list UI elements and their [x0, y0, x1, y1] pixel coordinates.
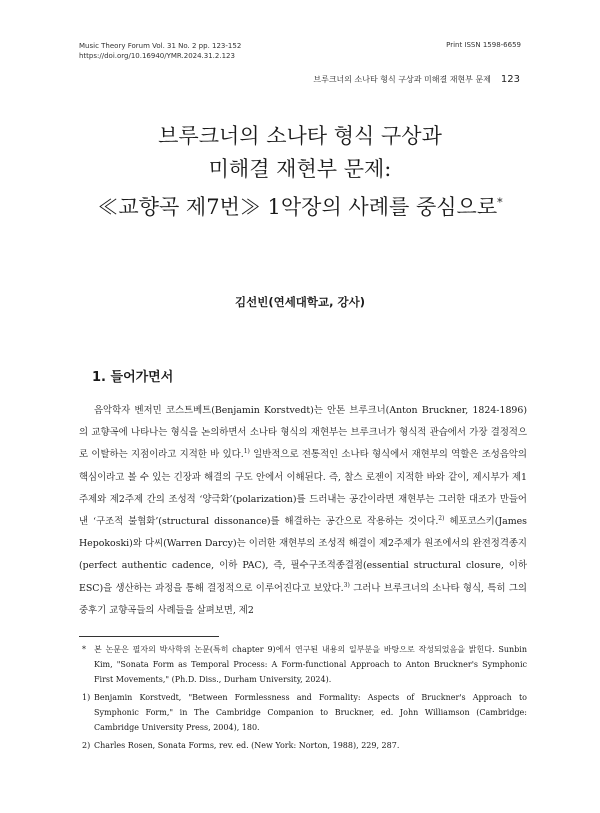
footnote-ref-1[interactable]: 1) — [243, 448, 250, 456]
footnote-divider — [79, 636, 219, 637]
article-title — [0, 120, 600, 224]
footnote-mark: 1) — [82, 693, 91, 702]
author-line: 김선빈(연세대학교, 강사) — [235, 295, 365, 309]
running-head — [313, 74, 520, 85]
journal-header — [79, 41, 241, 61]
page-number: 123 — [500, 74, 520, 85]
title-line-1: 브루크너의 소나타 형식 구상과 — [158, 124, 442, 148]
doi-link[interactable]: https://doi.org/10.16940/YMR.2024.31.2.123 — [79, 52, 235, 60]
sentence-3: 헤포코스키(James Hepokoski)와 다씨(Warren Darcy)는 이러한 재현부의 조성적 해결이 제2주제가 원조에서의 완전정격종지(perfect authentic cadence, 이하 PAC), 즉, 필수구조적종결점(essential structural closure, 이하 ESC)을 생산하는 과정을 통해 결정적으로 이루어진다고 보았다. — [79, 516, 527, 594]
body-text — [79, 400, 527, 622]
sentence-4: 그러나 브루크너의 소나타 형식, 특히 그의 중후기 교향곡들의 사례들을 살펴보면, 제2 — [79, 582, 527, 616]
footnote-text: Benjamin Korstvedt, "Between Formlessness and Formality: Aspects of Bruckner's Approach to Symphonic Form," in The Cambridge Companion to Bruckner, ed. John Williamson (Cambridge: Cambridge University Press, 2004), 180. — [94, 693, 527, 732]
footnote-ref-3[interactable]: 3) — [343, 581, 350, 589]
running-title: 브루크너의 소나타 형식 구상과 미해결 재현부 문제 — [313, 75, 491, 84]
footnote-text: Charles Rosen, Sonata Forms, rev. ed. (New York: Norton, 1988), 229, 287. — [94, 741, 400, 750]
footnote-star — [79, 642, 527, 687]
footnotes — [79, 642, 527, 756]
paragraph — [79, 400, 527, 622]
footnote-mark: 2) — [82, 741, 91, 750]
footnote-text: 본 논문은 필자의 박사학위 논문(특히 chapter 9)에서 연구된 내용의 일부분을 바탕으로 작성되었음을 밝힌다. Sunbin Kim, "Sonata Form as Temporal Process: A Form-functional Approach to Anton Bruckner's Symphonic First Movements," (Ph.D. Diss., Durham University, 2024). — [94, 645, 527, 684]
section-heading: 1. 들어가면서 — [92, 370, 174, 385]
title-footnote-mark[interactable]: * — [497, 196, 503, 209]
issn-label: Print ISSN 1598-6659 — [446, 41, 521, 49]
footnote-ref-2[interactable]: 2) — [438, 514, 445, 522]
footnote-mark: * — [82, 645, 86, 654]
sentence-1: 음악학자 벤저민 코스트베트(Benjamin Korstvedt)는 안톤 브루크너(Anton Bruckner, 1824-1896)의 교향곡에 나타나는 형식을 논의하면서 소나타 형식의 재현부는 브루크너가 형식적 관습에서 가장 결정적으로 이탈하는 지점이라고 지적한 바 있다. — [79, 405, 527, 461]
sentence-2: 일반적으로 전통적인 소나타 형식에서 재현부의 역할은 조성음악의 핵심이라고 볼 수 있는 긴장과 해결의 구도 안에서 이해된다. 즉, 찰스 로젠이 지적한 바와 같이, 제시부가 제1주제와 제2주제 간의 조성적 ‘양극화’(polarization)를 드러내는 공간이라면 재현부는 그러한 대조가 만들어낸 ‘구조적 불협화’(structural dissonance)를 해결하는 공간으로 작용하는 것이다. — [79, 449, 527, 528]
title-line-2: 미해결 재현부 문제: — [208, 157, 392, 181]
title-line-3-text: ≪교향곡 제7번≫ 1악장의 사례를 중심으로 — [97, 195, 498, 219]
title-line-3 — [0, 186, 600, 224]
footnote-2 — [79, 738, 527, 753]
journal-citation: Music Theory Forum Vol. 31 No. 2 pp. 123-152 — [79, 42, 242, 50]
footnote-1 — [79, 690, 527, 735]
